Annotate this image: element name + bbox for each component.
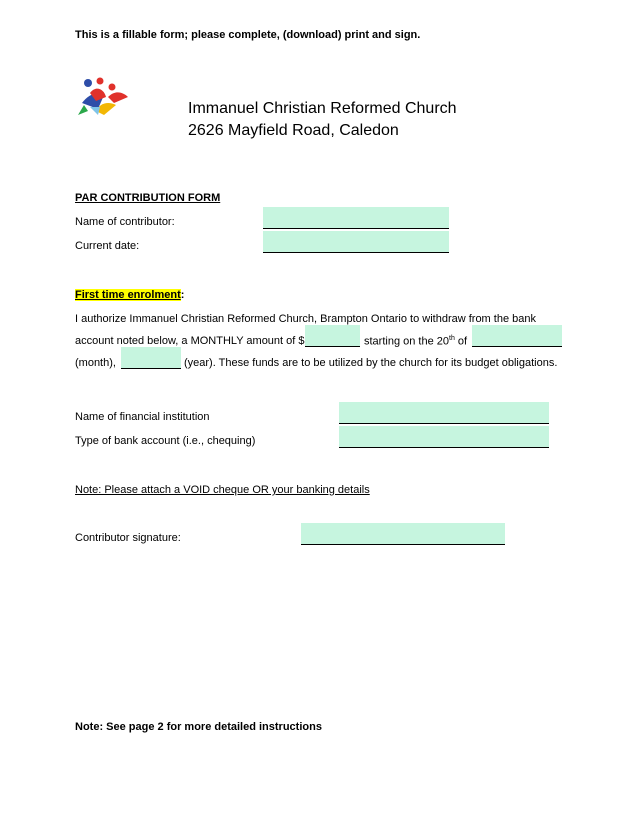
signature-label: Contributor signature: <box>75 532 181 544</box>
fillable-notice: This is a fillable form; please complete, (download) print and sign. <box>75 29 421 41</box>
authorization-line-1: I authorize Immanuel Christian Reformed Church, Brampton Ontario to withdraw from the bank <box>75 313 536 325</box>
authorization-line-3a: (month), <box>75 357 116 369</box>
starting-text: starting on the 20 <box>364 335 450 348</box>
institution-label: Name of financial institution <box>75 411 210 423</box>
name-label: Name of contributor: <box>75 216 175 228</box>
account-type-label: Type of bank account (i.e., chequing) <box>75 435 256 447</box>
authorization-line-3b: (year). These funds are to be utilized by the church for its budget obligations. <box>184 357 558 369</box>
void-cheque-note: Note: Please attach a VOID cheque OR your banking details <box>75 484 370 496</box>
signature-field[interactable] <box>301 523 505 545</box>
enrolment-heading: First time enrolment <box>75 289 181 301</box>
enrolment-heading-colon: : <box>180 289 185 301</box>
date-label: Current date: <box>75 240 140 252</box>
enrolment-heading-wrap <box>75 289 184 301</box>
of-text: of <box>457 335 468 348</box>
contributor-name-field[interactable] <box>263 207 449 229</box>
financial-institution-field[interactable] <box>339 402 549 424</box>
start-month-field[interactable] <box>472 325 562 347</box>
church-logo-icon <box>74 75 130 117</box>
form-title: PAR CONTRIBUTION FORM <box>75 192 221 204</box>
account-type-field[interactable] <box>339 426 549 448</box>
current-date-field[interactable] <box>263 231 449 253</box>
authorization-line-2b <box>364 335 467 348</box>
church-address: 2626 Mayfield Road, Caledon <box>188 122 399 139</box>
church-name: Immanuel Christian Reformed Church <box>188 100 457 117</box>
ordinal-suffix: th <box>449 335 455 342</box>
monthly-amount-field[interactable] <box>305 325 360 347</box>
page-2-note: Note: See page 2 for more detailed instructions <box>75 721 322 733</box>
authorization-line-2a: account noted below, a MONTHLY amount of $ <box>75 335 305 347</box>
start-year-field[interactable] <box>121 347 181 369</box>
